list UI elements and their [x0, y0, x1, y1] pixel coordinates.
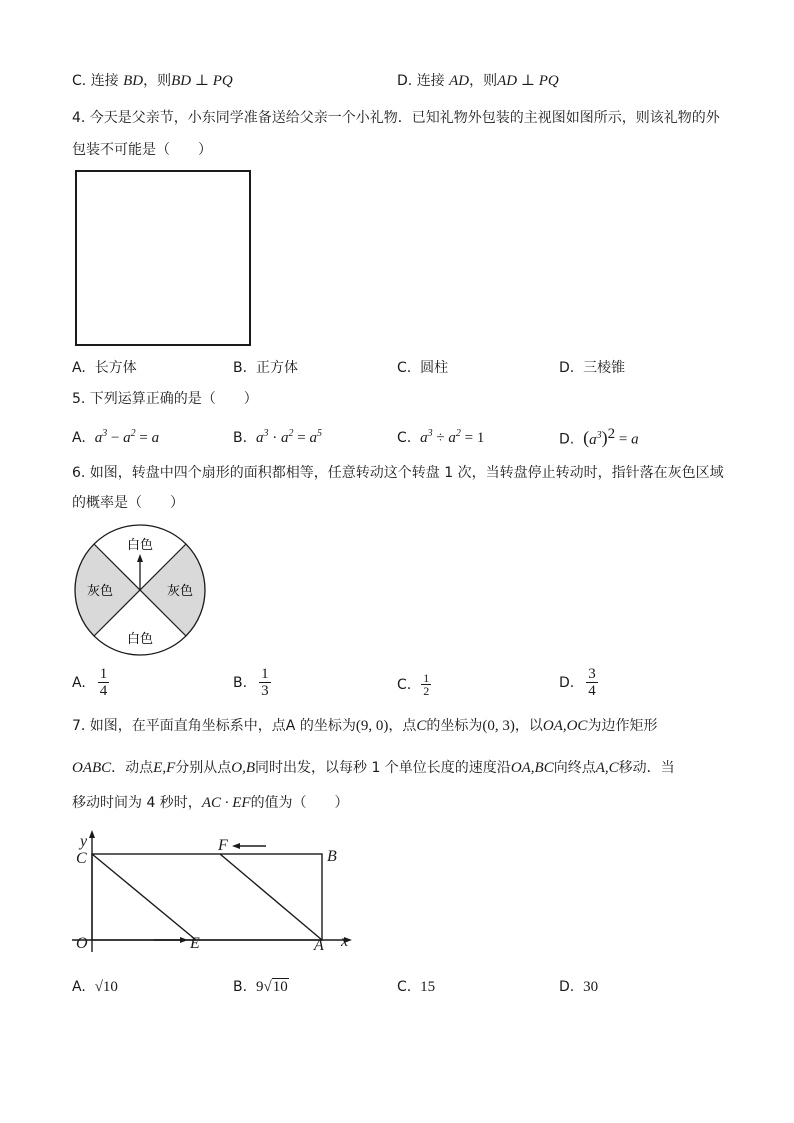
- segment-ce: [92, 854, 196, 940]
- q7-option-b: B. 9√10: [233, 979, 288, 995]
- rectangle-figure: [70, 828, 360, 956]
- label-f: F: [218, 837, 228, 854]
- q5-option-a: A. $a^3 - a^2 = a$: [72, 428, 160, 446]
- q7-stem-line3: 移动时间为 4 秒时，AC · EF的值为（ ）: [72, 795, 349, 811]
- arrow-e-head: [180, 937, 188, 943]
- sector-left-label: 灰色: [86, 584, 114, 599]
- q4-stem-line1: 4. 今天是父亲节，小东同学准备送给父亲一个小礼物．已知礼物外包装的主视图如图所示，则该礼物的外: [72, 110, 720, 126]
- q7-stem-line1: 7. 如图，在平面直角坐标系中，点A 的坐标为(9, 0)，点C的坐标为(0, 3)，以OA,OC为边作矩形: [72, 718, 658, 734]
- q4-option-c: C. 圆柱: [397, 360, 449, 376]
- label-a: A: [314, 937, 324, 954]
- q4-option-d: D. 三棱锥: [559, 360, 626, 376]
- q5-stem: 5. 下列运算正确的是（ ）: [72, 391, 258, 407]
- y-axis-arrow: [89, 830, 95, 838]
- segment-fa: [220, 854, 322, 940]
- q5-option-c: C. $a^3 \div a^2 = 1$: [397, 428, 485, 446]
- label-x: x: [341, 933, 349, 950]
- q6-option-b: B. $\frac{1}{3}$: [233, 666, 269, 699]
- label-c: C: [76, 850, 87, 867]
- q7-option-d: D. 30: [559, 979, 599, 995]
- sector-top-label: 白色: [126, 538, 154, 553]
- q7-option-a: A. √10: [72, 979, 118, 995]
- q4-option-a: A. 长方体: [72, 360, 137, 376]
- q6-stem-line2: 的概率是（ ）: [72, 495, 184, 511]
- spinner-figure: [72, 522, 208, 658]
- arrow-f-head: [232, 843, 240, 849]
- sector-right-label: 灰色: [166, 584, 194, 599]
- q3-option-d: D. 连接 AD，则AD ⊥ PQ: [397, 73, 559, 89]
- q4-option-b: B. 正方体: [233, 360, 298, 376]
- q7-option-c: C. 15: [397, 979, 436, 995]
- q6-option-a: A. $\frac{1}{4}$: [72, 666, 108, 699]
- q6-option-d: D. $\frac{3}{4}$: [559, 666, 596, 699]
- sector-bottom-label: 白色: [126, 632, 154, 647]
- q6-option-c: C. $\frac{1}{2}$: [397, 671, 430, 698]
- q3-option-c: C. 连接 BD，则BD ⊥ PQ: [72, 73, 233, 89]
- label-o: O: [76, 935, 88, 952]
- q5-option-d: D. $(a^3)^2 = a$: [559, 426, 639, 448]
- label-b: B: [327, 848, 337, 865]
- rectangle-oabc: [92, 854, 322, 940]
- q5-option-b: B. $a^3 \cdot a^2 = a^5$: [233, 428, 322, 446]
- label-y: y: [80, 833, 88, 850]
- front-view-square: [75, 170, 251, 346]
- label-e: E: [190, 935, 200, 952]
- q4-stem-line2: 包装不可能是（ ）: [72, 142, 212, 158]
- q7-stem-line2: OABC．动点E,F分别从点O,B同时出发，以每秒 1 个单位长度的速度沿OA,BC向终点A,C移动．当: [72, 760, 675, 776]
- q6-stem-line1: 6. 如图，转盘中四个扇形的面积都相等，任意转动这个转盘 1 次，当转盘停止转动时，指针落在灰色区域: [72, 465, 724, 481]
